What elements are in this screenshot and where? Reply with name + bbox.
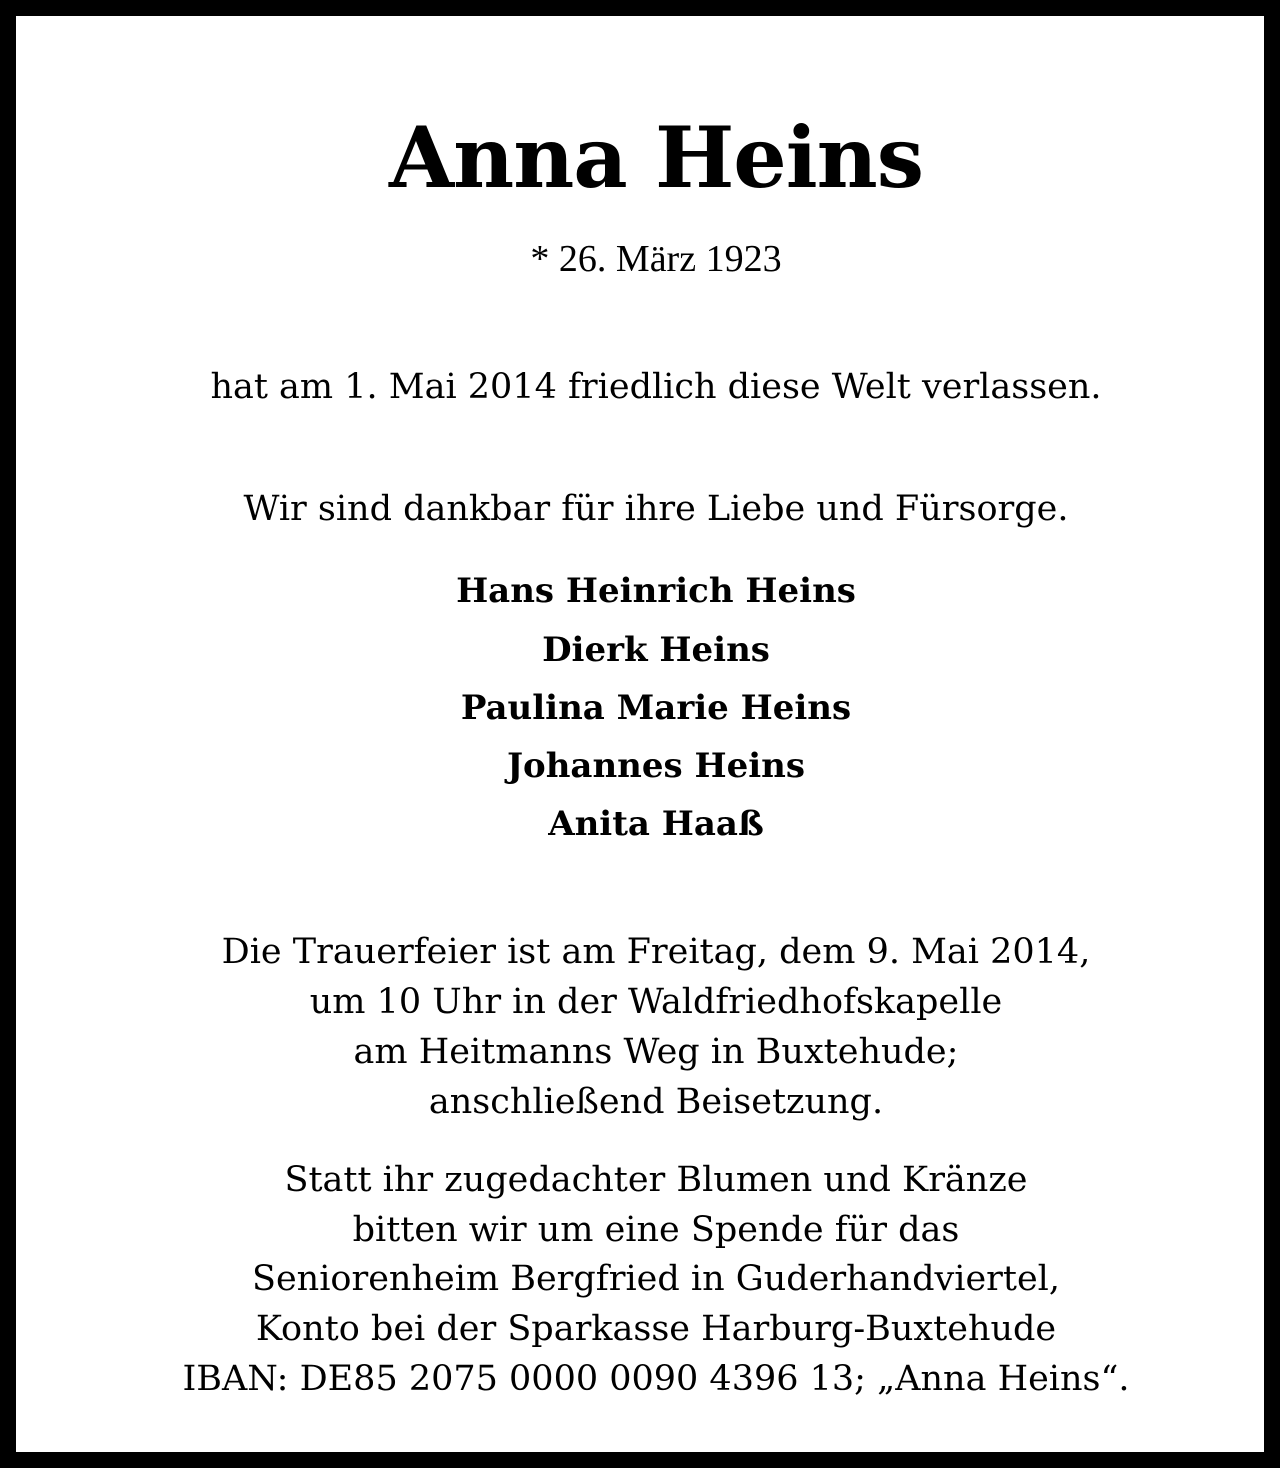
mourner-name: Paulina Marie Heins xyxy=(460,688,852,728)
funeral-info-line: Die Trauerfeier ist am Freitag, dem 9. Mai 2014, xyxy=(221,932,1091,972)
death-statement: hat am 1. Mai 2014 friedlich diese Welt verlassen. xyxy=(210,367,1102,407)
funeral-info-line: anschließend Beisetzung. xyxy=(428,1082,884,1122)
donation-info-line: Konto bei der Sparkasse Harburg-Buxtehude xyxy=(255,1309,1057,1349)
donation-info-line: Statt ihr zugedachter Blumen und Kränze xyxy=(284,1160,1028,1200)
birth-date: * 26. März 1923 xyxy=(530,238,782,280)
mourner-name: Dierk Heins xyxy=(542,630,770,670)
funeral-info-line: am Heitmanns Weg in Buxtehude; xyxy=(353,1032,959,1072)
gratitude-statement: Wir sind dankbar für ihre Liebe und Fürsorge. xyxy=(243,489,1069,529)
funeral-info-line: um 10 Uhr in der Waldfriedhofskapelle xyxy=(309,982,1003,1022)
mourner-name: Anita Haaß xyxy=(548,804,764,844)
mourner-name: Johannes Heins xyxy=(506,746,806,786)
deceased-name: Anna Heins xyxy=(388,108,924,207)
donation-info-line: IBAN: DE85 2075 0000 0090 4396 13; „Anna Heins“. xyxy=(182,1359,1130,1399)
donation-info-line: bitten wir um eine Spende für das xyxy=(352,1210,960,1250)
mourner-name: Hans Heinrich Heins xyxy=(456,571,856,611)
donation-info-line: Seniorenheim Bergfried in Guderhandviertel, xyxy=(251,1259,1060,1299)
